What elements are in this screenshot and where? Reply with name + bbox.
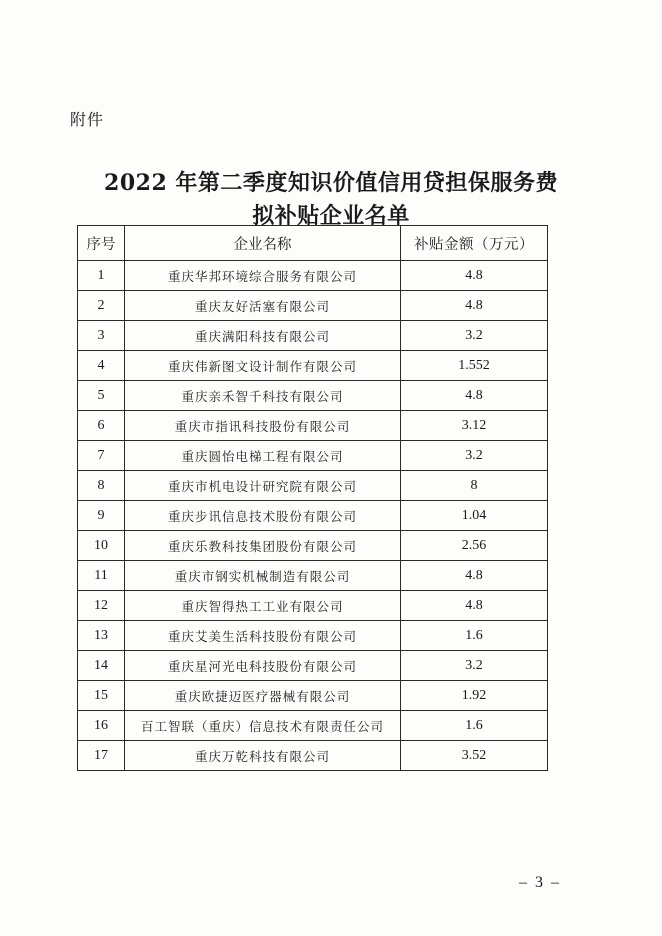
attachment-label: 附件 (70, 110, 105, 129)
row-company-name: 重庆步讯信息技术股份有限公司 (125, 501, 401, 531)
row-subsidy-amount: 3.2 (401, 321, 548, 351)
row-serial-number: 8 (78, 471, 125, 501)
row-serial-number: 2 (78, 291, 125, 321)
row-serial-number: 7 (78, 441, 125, 471)
row-company-name: 重庆市钢实机械制造有限公司 (125, 561, 401, 591)
table-row (78, 531, 548, 561)
row-company-name: 重庆华邦环境综合服务有限公司 (125, 261, 401, 291)
row-company-name: 重庆欧捷迈医疗器械有限公司 (125, 681, 401, 711)
table-row (78, 711, 548, 741)
header-subsidy-amount: 补贴金额（万元） (401, 226, 548, 261)
row-serial-number: 6 (78, 411, 125, 441)
document-title-line-2: 拟补贴企业名单 (252, 203, 410, 229)
row-serial-number: 17 (78, 741, 125, 771)
table-row (78, 351, 548, 381)
row-serial-number: 15 (78, 681, 125, 711)
table-header-row (78, 226, 548, 261)
table-row (78, 471, 548, 501)
document-title-line-1: 2022 年第二季度知识价值信用贷担保服务费 (104, 170, 558, 196)
row-company-name: 重庆万乾科技有限公司 (125, 741, 401, 771)
header-serial-number: 序号 (78, 226, 125, 261)
table-row (78, 411, 548, 441)
table-row (78, 261, 548, 291)
row-subsidy-amount: 1.6 (401, 621, 548, 651)
table-row (78, 621, 548, 651)
row-company-name: 重庆圆怡电梯工程有限公司 (125, 441, 401, 471)
row-company-name: 重庆艾美生活科技股份有限公司 (125, 621, 401, 651)
row-serial-number: 11 (78, 561, 125, 591)
row-serial-number: 10 (78, 531, 125, 561)
row-subsidy-amount: 2.56 (401, 531, 548, 561)
row-company-name: 重庆满阳科技有限公司 (125, 321, 401, 351)
table-row (78, 741, 548, 771)
row-subsidy-amount: 1.552 (401, 351, 548, 381)
table-row (78, 381, 548, 411)
table-row (78, 291, 548, 321)
row-serial-number: 1 (78, 261, 125, 291)
row-company-name: 重庆市指讯科技股份有限公司 (125, 411, 401, 441)
row-company-name: 重庆亲禾智千科技有限公司 (125, 381, 401, 411)
row-serial-number: 16 (78, 711, 125, 741)
table-row (78, 501, 548, 531)
row-company-name: 百工智联（重庆）信息技术有限责任公司 (125, 711, 401, 741)
table-row (78, 651, 548, 681)
row-company-name: 重庆星河光电科技股份有限公司 (125, 651, 401, 681)
row-company-name: 重庆智得热工工业有限公司 (125, 591, 401, 621)
row-serial-number: 4 (78, 351, 125, 381)
row-subsidy-amount: 1.04 (401, 501, 548, 531)
page-number: – 3 – (519, 874, 561, 891)
table-row (78, 681, 548, 711)
row-subsidy-amount: 4.8 (401, 291, 548, 321)
row-subsidy-amount: 3.2 (401, 651, 548, 681)
row-serial-number: 13 (78, 621, 125, 651)
row-subsidy-amount: 1.6 (401, 711, 548, 741)
row-serial-number: 5 (78, 381, 125, 411)
table-row (78, 321, 548, 351)
table-row (78, 591, 548, 621)
row-serial-number: 14 (78, 651, 125, 681)
row-subsidy-amount: 3.2 (401, 441, 548, 471)
table-row (78, 561, 548, 591)
row-subsidy-amount: 4.8 (401, 561, 548, 591)
row-company-name: 重庆友好活塞有限公司 (125, 291, 401, 321)
row-serial-number: 9 (78, 501, 125, 531)
table-body (78, 261, 548, 771)
row-company-name: 重庆市机电设计研究院有限公司 (125, 471, 401, 501)
row-serial-number: 3 (78, 321, 125, 351)
row-serial-number: 12 (78, 591, 125, 621)
row-subsidy-amount: 4.8 (401, 591, 548, 621)
header-company-name: 企业名称 (125, 226, 401, 261)
row-subsidy-amount: 3.12 (401, 411, 548, 441)
subsidy-company-table (77, 225, 548, 771)
row-subsidy-amount: 1.92 (401, 681, 548, 711)
row-subsidy-amount: 4.8 (401, 261, 548, 291)
row-subsidy-amount: 4.8 (401, 381, 548, 411)
row-company-name: 重庆乐教科技集团股份有限公司 (125, 531, 401, 561)
row-subsidy-amount: 8 (401, 471, 548, 501)
row-company-name: 重庆伟新图文设计制作有限公司 (125, 351, 401, 381)
table-row (78, 441, 548, 471)
row-subsidy-amount: 3.52 (401, 741, 548, 771)
